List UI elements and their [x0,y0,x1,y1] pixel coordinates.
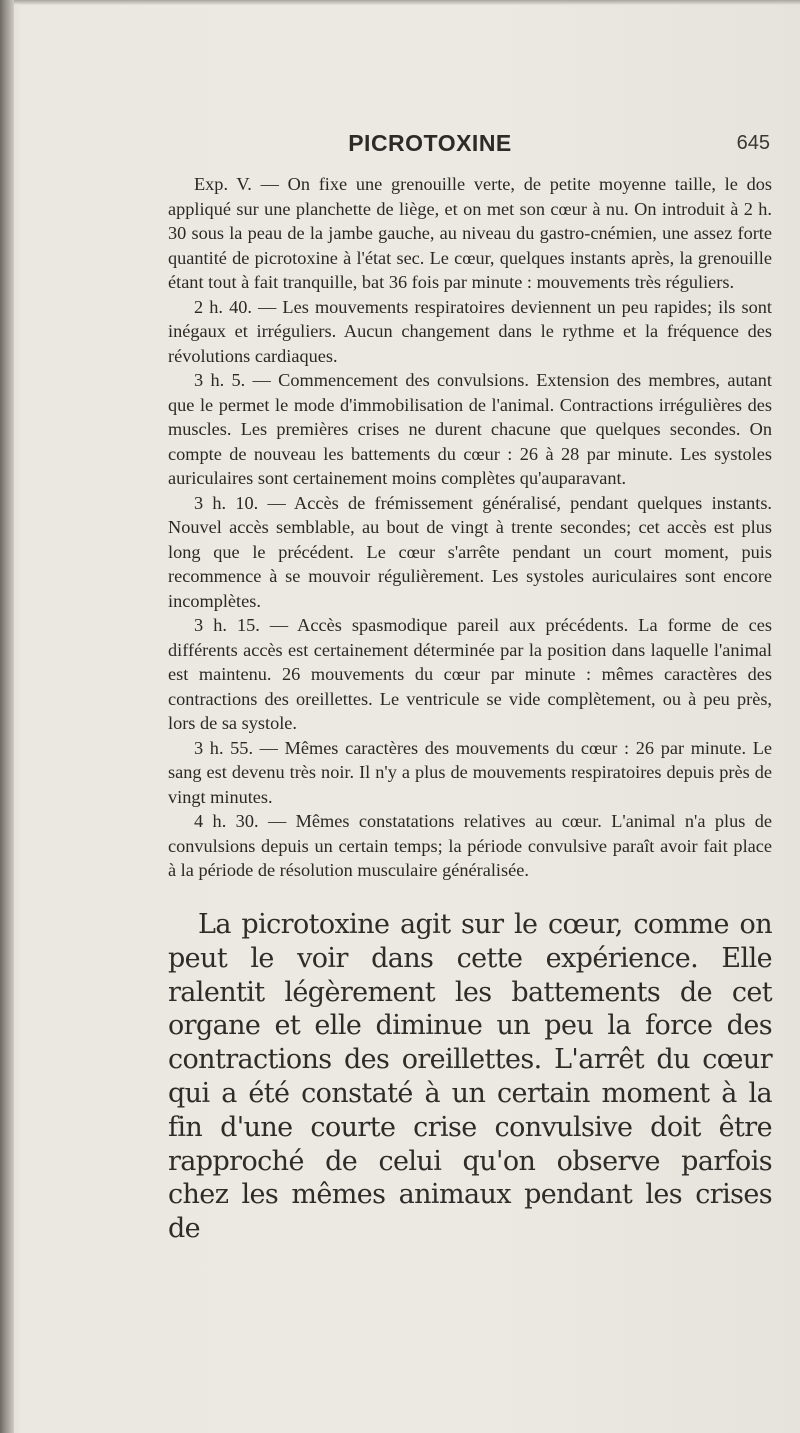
experiment-record [168,172,772,883]
experiment-paragraph: 2 h. 40. — Les mouvements respiratoires deviennent un peu rapides; ils sont inégaux et irréguliers. Aucun changement dans le rythme et la fréquence des révolutions cardiaques. [168,296,772,366]
book-spine-shadow [0,0,14,1433]
page-top-edge [14,0,800,5]
running-title: PICROTOXINE [348,130,512,156]
experiment-paragraph: 3 h. 10. — Accès de frémissement généralisé, pendant quelques instants. Nouvel accès semblable, au bout de vingt à trente secondes; cet accès est plus long que le précédent. Le cœur s'arrête pendant un court moment, puis recommence à se mouvoir régulièrement. Les systoles auriculaires sont encore incomplètes. [168,492,772,611]
experiment-paragraph: 3 h. 5. — Commencement des convulsions. Extension des membres, autant que le permet le mode d'immobilisation de l'animal. Contractions irrégulières des muscles. Les premières crises ne durent chacune que quelques secondes. On compte de nouveau les battements du cœur : 26 à 28 par minute. Les systoles auriculaires sont certainement moins complètes qu'auparavant. [168,370,772,488]
experiment-paragraph: 3 h. 55. — Mêmes caractères des mouvements du cœur : 26 par minute. Le sang est devenu très noir. Il n'y a plus de mouvements respiratoires depuis près de vingt minutes. [168,737,772,807]
commentary-paragraph: La picrotoxine agit sur le cœur, comme on peut le voir dans cette expérience. Elle ralentit légèrement les battements de cet organe et elle diminue un peu la force des contractions des oreillettes. L'arrêt du cœur qui a été constaté à un certain moment à la fin d'une courte crise convulsive doit être rapproché de celui qu'on observe parfois chez les mêmes animaux pendant les crises de [168,909,772,1245]
page-header [90,130,770,160]
page-number: 645 [736,132,770,154]
experiment-paragraph: 3 h. 15. — Accès spasmodique pareil aux précédents. La forme de ces différents accès est certainement déterminée par la position dans laquelle l'animal est maintenu. 26 mouvements du cœur par minute : mêmes caractères des contractions des oreillettes. Le ventricule se vide complètement, ou à peu près, lors de sa systole. [168,615,772,733]
experiment-paragraph: Exp. V. — On fixe une grenouille verte, de petite moyenne taille, le dos appliqué sur une planchette de liège, et on met son cœur à nu. On introduit à 2 h. 30 sous la peau de la jambe gauche, au niveau du gastro-cnémien, une assez forte quantité de picrotoxine à l'état sec. Le cœur, quelques instants après, la grenouille étant tout à fait tranquille, bat 36 fois par minute : mouvements très réguliers. [168,174,772,292]
experiment-paragraph: 4 h. 30. — Mêmes constatations relatives au cœur. L'animal n'a plus de convulsions depuis un certain temps; la période convulsive paraît avoir fait place à la période de résolution musculaire généralisée. [168,811,772,880]
commentary-text [168,908,772,1246]
